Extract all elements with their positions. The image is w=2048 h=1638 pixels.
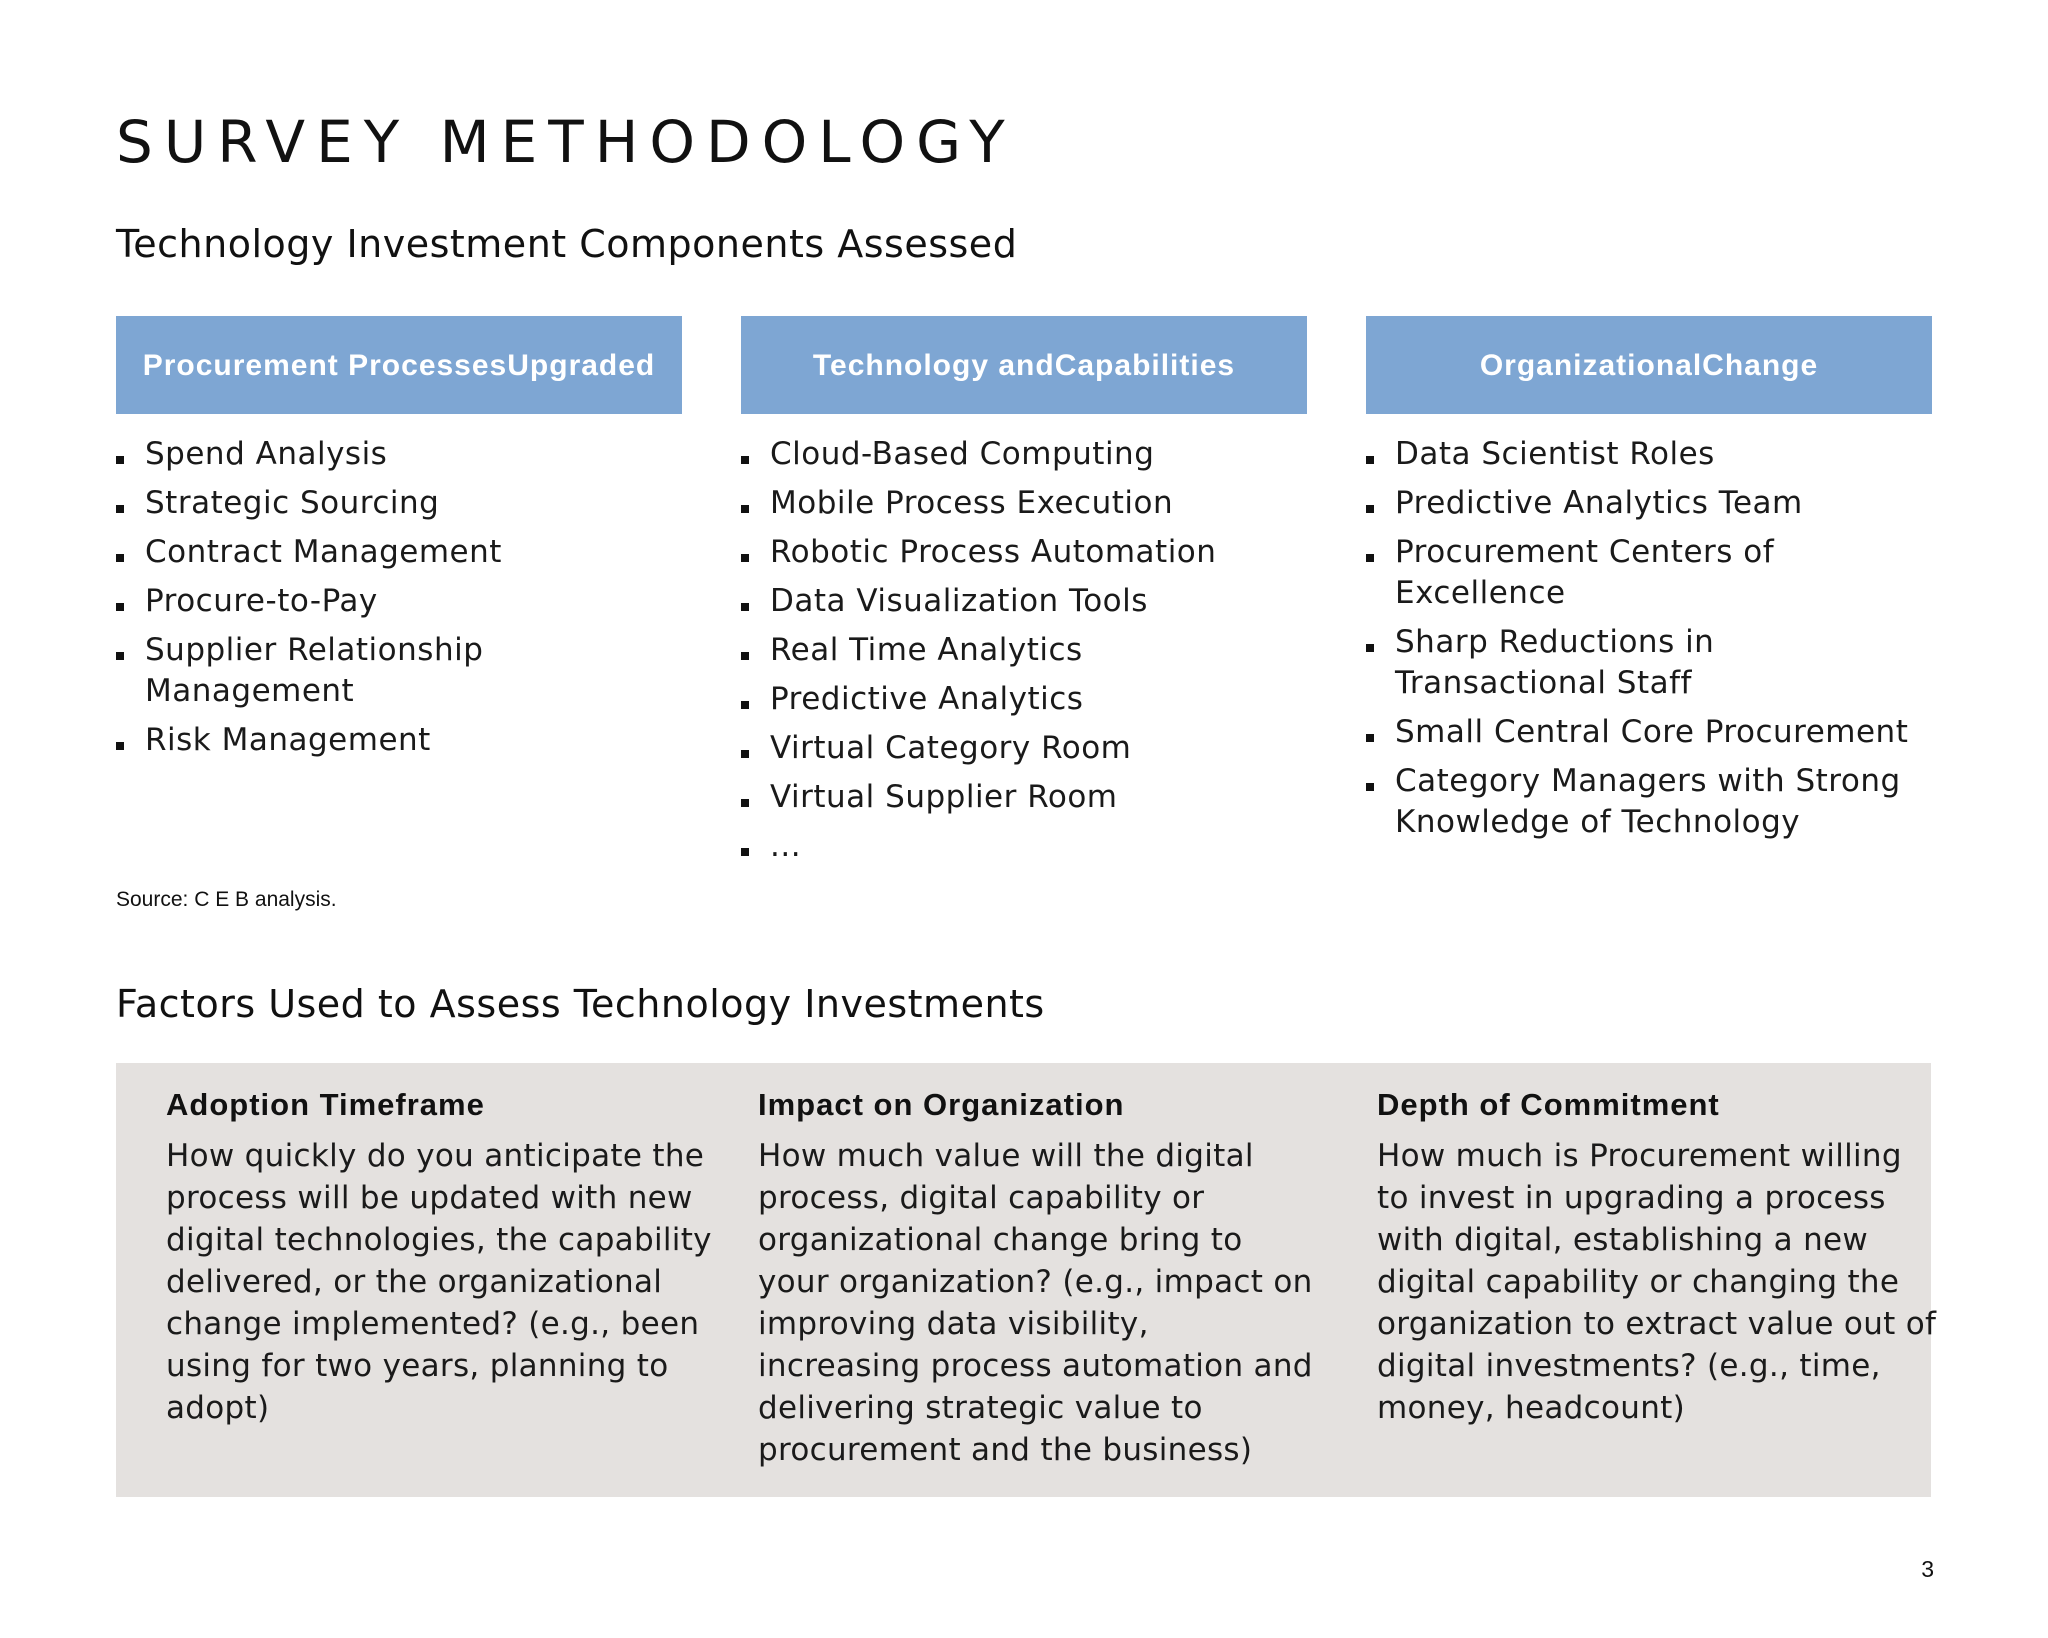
list-item: Spend Analysis <box>116 434 682 475</box>
list-item: Virtual Category Room <box>741 728 1307 769</box>
column-header-line: Capabilities <box>1054 348 1236 382</box>
list-item: Small Central Core Procurement <box>1366 712 1932 753</box>
factor-description: How much is Procurement willing to invest in upgrading a process with digital, establishing a new digital capability or changing the organization to extract value out of digital investments? (e.g., time, money, headcount) <box>1377 1138 1937 1426</box>
column-header-line: Procurement Processes <box>142 348 508 382</box>
factor-adoption-timeframe <box>166 1083 726 1429</box>
column-header-line: Upgraded <box>507 348 656 382</box>
factors-panel <box>116 1063 1937 1497</box>
list-item: Real Time Analytics <box>741 630 1307 671</box>
list-item: Mobile Process Execution <box>741 483 1307 524</box>
list-item: Procure-to-Pay <box>116 581 682 622</box>
column-header-processes <box>116 316 682 414</box>
list-item: Predictive Analytics <box>741 679 1307 720</box>
page-title: SURVEY METHODOLOGY <box>116 108 1016 176</box>
column-header-technology <box>741 316 1307 414</box>
factor-title: Impact on Organization <box>758 1087 1125 1122</box>
list-item: Risk Management <box>116 720 682 761</box>
component-column-organizational <box>1366 316 1932 851</box>
factors-heading: Factors Used to Assess Technology Investments <box>116 982 1045 1026</box>
column-header-line: Organizational <box>1479 348 1703 382</box>
factor-title: Adoption Timeframe <box>166 1087 485 1122</box>
component-list-technology <box>741 434 1307 867</box>
factor-impact-on-organization <box>758 1083 1318 1471</box>
column-header-line: Technology and <box>812 348 1055 382</box>
component-list-processes <box>116 434 682 761</box>
list-item: Supplier Relationship Management <box>116 630 525 712</box>
component-column-technology <box>741 316 1307 875</box>
list-item: Robotic Process Automation <box>741 532 1307 573</box>
factor-description: How quickly do you anticipate the process will be updated with new digital technologies, the capability delivered, or the organizational change implemented? (e.g., been using for two years, planning to adopt) <box>166 1138 712 1426</box>
list-item: Predictive Analytics Team <box>1366 483 1932 524</box>
list-item: Data Scientist Roles <box>1366 434 1932 475</box>
factor-description: How much value will the digital process, digital capability or organizational change bring to your organization? (e.g., impact on improving data visibility, increasing process automation and delivering strategic value to procurement and the business) <box>758 1138 1313 1468</box>
page-number: 3 <box>1921 1556 1934 1582</box>
list-item: Contract Management <box>116 532 682 573</box>
component-column-processes <box>116 316 682 769</box>
list-item: Procurement Centers of Excellence <box>1366 532 1825 614</box>
column-header-line: Change <box>1702 348 1819 382</box>
list-item: Data Visualization Tools <box>741 581 1307 622</box>
components-heading: Technology Investment Components Assessed <box>116 222 1018 266</box>
component-list-organizational <box>1366 434 1932 843</box>
list-item: Category Managers with Strong Knowledge of Technology <box>1366 761 1935 843</box>
list-item: Strategic Sourcing <box>116 483 682 524</box>
factor-depth-of-commitment <box>1377 1083 1937 1429</box>
column-header-organizational <box>1366 316 1932 414</box>
factor-title: Depth of Commitment <box>1377 1087 1720 1122</box>
list-item: Virtual Supplier Room <box>741 777 1307 818</box>
list-item: Sharp Reductions in Transactional Staff <box>1366 622 1825 704</box>
list-item: Cloud-Based Computing <box>741 434 1307 475</box>
list-item: ... <box>741 826 1307 867</box>
source-note: Source: C E B analysis. <box>116 888 337 911</box>
